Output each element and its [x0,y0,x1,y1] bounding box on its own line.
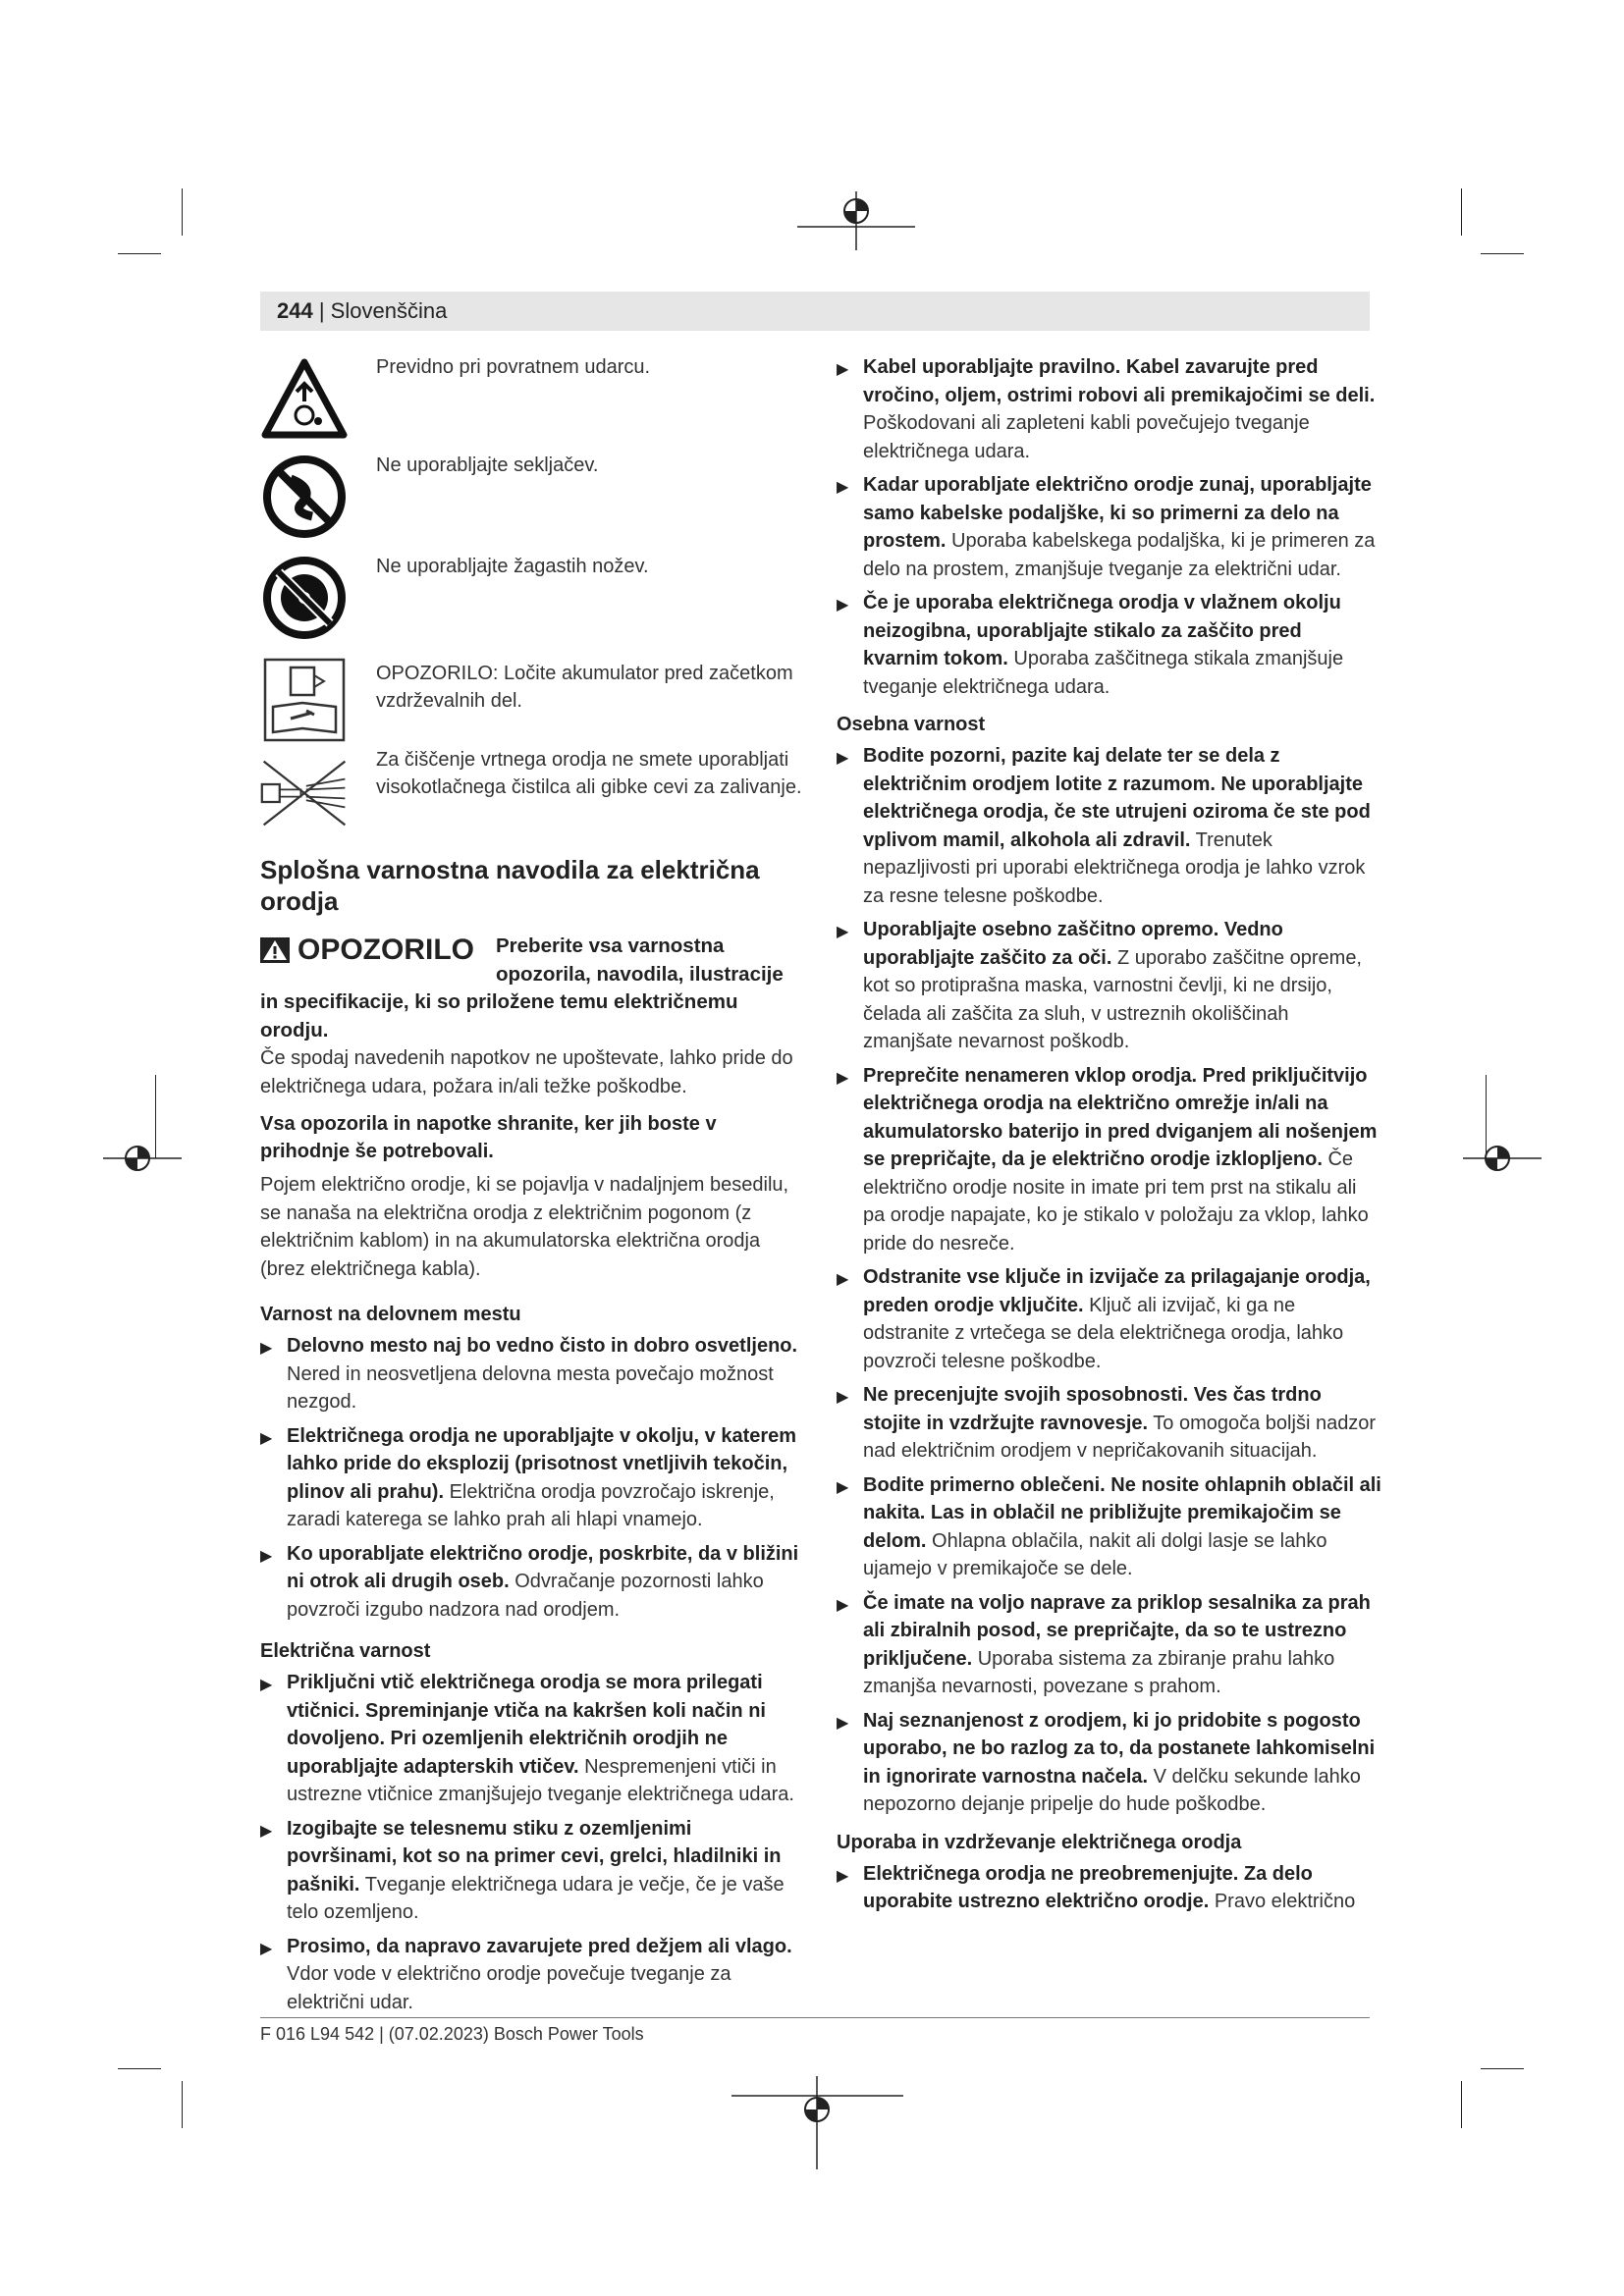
bullet-arrow-icon: ▶ [260,1677,273,1693]
registration-mark-icon [1463,1139,1542,1178]
crop-mark [118,253,161,254]
section-title: Uporaba in vzdrževanje električnega orodja [837,1831,1242,1853]
list-item: ▶ Naj seznanjenost z orodjem, ki jo pridobite s pogosto uporabo, ne bo razlog za to, da postanete lahkomiselni in ignorirate varnostna načela. V delčku sekunde lahko nepozorno dejanje pripelje do hude poškodbe. [837,1709,1376,1815]
list-item: ▶ Kadar uporabljate električno orodje zunaj, uporabljajte samo kabelske podaljške, ki so primerni za delo na prostem. Uporaba kabelskega podaljška, ki je primeren za delo na prostem, zmanjšuje tveganje za električni udar. [837,474,1376,580]
list-item: ▶ Bodite primerno oblečeni. Ne nosite ohlapnih oblačil ali nakita. Las in oblačil ne približujte premikajočim se delom. Ohlapna oblačila, nakit ali dolgi lasje se lahko ujamejo v premikajoče se dele. [837,1473,1381,1579]
list-item: ▶ Električnega orodja ne preobremenjujte. Za delo uporabite ustrezno električno orodje. Pravo električno [837,1862,1356,1912]
symbol-text: Previdno pri povratnem udarcu. [376,356,651,378]
symbol-text: OPOZORILO: Ločite akumulator pred začetkom vzdrževalnih del. [376,663,793,712]
bullet-arrow-icon: ▶ [837,750,849,767]
symbol-row [260,654,805,750]
warning-block [260,933,805,1100]
crop-mark [1461,188,1462,236]
bullet-arrow-icon: ▶ [837,597,849,614]
warning-label-text: OPOZORILO [298,934,474,966]
bullet-arrow-icon: ▶ [837,1867,849,1885]
symbol-row [260,750,805,840]
footer-text: F 016 L94 542 | (07.02.2023) Bosch Power Tools [260,2024,644,2044]
crop-mark [1481,253,1524,254]
bullet-arrow-icon: ▶ [260,1340,273,1357]
no-saw-blade-icon [260,553,349,643]
kickback-warning-icon [260,353,349,444]
crop-mark [1461,2081,1462,2128]
bullet-arrow-icon: ▶ [837,1596,849,1614]
list-item: ▶ Priključni vtič električnega orodja se mora prilegati vtičnici. Spreminjanje vtiča na kakršen koli način ni dovoljeno. Pri ozemljenih električnih orodjih ne uporabljajte adapterskih vtičev. Nespremenjeni vtiči in ustrezne vtičnice zmanjšujejo tveganje električnega udara. [260,1672,794,1805]
bullet-arrow-icon: ▶ [837,1714,849,1732]
crop-mark [182,188,183,236]
list-item: ▶ Izogibajte se telesnemu stiku z ozemljenimi površinami, kot so na primer cevi, grelci, hladilniki in pašniki. Tveganje električnega udara je večje, če je vaše telo ozemljeno. [260,1817,785,1923]
bullet-arrow-icon: ▶ [260,1547,273,1565]
bullet-arrow-icon: ▶ [837,479,849,496]
list-item: ▶ Delovno mesto naj bo vedno čisto in dobro osvetljeno. Nered in neosvetljena delovna mesta povečajo možnost nezgod. [260,1335,798,1413]
warning-bold-text: Preberite vsa varnostna opozorila, navodila, ilustracije in specifikacije, ki so priložene temu električnemu orodju. [260,934,784,1041]
list-item: ▶ Ko uporabljate električno orodje, poskrbite, da v bližini ni otrok ali drugih oseb. Odvračanje pozornosti lahko povzroči izgubo nadzora nad orodjem. [260,1542,799,1621]
list-item: ▶ Preprečite nenameren vklop orodja. Pred priključitvijo električnega orodja na električno omrežje in/ali na akumulatorsko baterijo in pred dviganjem ali nošenjem se prepričajte, da je električno orodje izklopljeno. Če električno orodje nosite in imate pri tem prst na stikalu ali pa orodje napajate, ko je stikalo v položaju za vklop, lahko pride do nesreče. [837,1064,1378,1255]
list-item: ▶ Kabel uporabljajte pravilno. Kabel zavarujte pred vročino, oljem, ostrimi robovi ali premikajočimi se deli. Poškodovani ali zapleteni kabli povečujejo tveganje električnega udara. [837,356,1376,462]
section-title: Splošna varnostna navodila za električna orodja [260,855,760,916]
footer-rule [260,2017,1370,2018]
keep-instructions: Vsa opozorila in napotke shranite, ker jih boste v prihodnje še potrebovali. [260,1113,717,1162]
page-header: 244 | Slovenščina [277,298,448,323]
no-shredder-blade-icon [260,452,349,542]
symbol-text: Ne uporabljajte žagastih nožev. [376,556,649,577]
list-item: ▶ Odstranite vse ključe in izvijače za prilagajanje orodja, preden orodje vključite. Ključ ali izvijač, ki ga ne odstranite z vrtečega se dela električnega orodja, lahko povzroči telesne poškodbe. [837,1266,1371,1372]
remove-battery-icon [260,654,349,748]
section-title: Električna varnost [260,1640,431,1662]
bullet-arrow-icon: ▶ [837,1389,849,1406]
registration-mark-icon [797,191,915,255]
bullet-arrow-icon: ▶ [837,924,849,940]
symbol-row [260,353,805,452]
list-item: ▶ Uporabljajte osebno zaščitno opremo. Vedno uporabljajte zaščito za oči. Z uporabo zaščitne opreme, kot so protiprašna maska, varnostni čevlji, ki ne drsijo, čelada ali zaščita za sluh, v ustreznih okoliščinah zmanjšate nevarnost poškodb. [837,919,1362,1052]
symbol-text: Ne uporabljajte sekljačev. [376,454,599,476]
registration-mark-icon [103,1139,182,1178]
bullet-arrow-icon: ▶ [837,1271,849,1288]
crop-mark [118,2068,161,2069]
crop-mark [1481,2068,1524,2069]
symbol-text: Za čiščenje vrtnega orodja ne smete uporabljati visokotlačnega čistilca ali gibke cevi za zalivanje. [376,749,802,798]
section-title: Varnost na delovnem mestu [260,1304,521,1325]
list-item: ▶ Električnega orodja ne uporabljajte v okolju, v katerem lahko pride do eksplozij (prisotnost vnetljivih tekočin, plinov ali prahu). Električna orodja povzročajo iskrenje, zaradi katerega se lahko prah ali hlapi vnamejo. [260,1424,797,1530]
no-pressure-washer-icon [260,750,349,836]
symbol-row [260,452,805,553]
crop-mark [182,2081,183,2128]
warning-label [260,936,474,965]
list-item: ▶ Ne precenjujte svojih sposobnosti. Ves čas trdno stojite in vzdržujte ravnovesje. To omogoča boljši nadzor nad električnim orodjem v nepričakovanih situacijah. [837,1384,1377,1462]
page-number: 244 [277,298,313,323]
term-paragraph: Pojem električno orodje, ki se pojavlja v nadaljnjem besedilu, se nanaša na električna orodja z električnim pogonom (z električnim kablom) in na akumulatorska električna orodja (brez električnega kabla). [260,1174,789,1280]
bullet-arrow-icon: ▶ [260,1940,273,1957]
registration-mark-icon [731,2076,903,2169]
warning-triangle-icon [260,937,290,963]
list-item: ▶ Bodite pozorni, pazite kaj delate ter se dela z električnim orodjem lotite z razumom. Ne uporabljajte električnega orodja, če ste utrujeni oziroma če ste pod vplivom mamil, alkohola ali zdravil. Trenutek nepazljivosti pri uporabi električnega orodja je lahko vzrok za resne telesne poškodbe. [837,745,1371,907]
list-item: ▶ Prosimo, da napravo zavarujete pred dežjem ali vlago. Vdor vode v električno orodje povečuje tveganje za električni udar. [260,1935,792,2013]
left-column [260,353,805,2022]
list-item: ▶ Če imate na voljo naprave za priklop sesalnika za prah ali zbiralnih posod, se prepričajte, da so te ustrezno priključene. Uporaba sistema za zbiranje prahu lahko zmanjša nevarnosti, povezane s prahom. [837,1591,1371,1697]
right-column [837,353,1381,1922]
bullet-arrow-icon: ▶ [837,1069,849,1087]
bullet-arrow-icon: ▶ [837,1478,849,1496]
bullet-arrow-icon: ▶ [260,1822,273,1840]
section-title: Osebna varnost [837,714,986,735]
list-item: ▶ Če je uporaba električnega orodja v vlažnem okolju neizogibna, uporabljajte stikalo za zaščito pred kvarnim tokom. Uporaba zaščitnega stikala zmanjšuje tveganje električnega udara. [837,592,1344,698]
symbol-row [260,553,805,654]
language-label: Slovenščina [330,298,448,323]
bullet-arrow-icon: ▶ [837,361,849,378]
bullet-arrow-icon: ▶ [260,1429,273,1447]
warning-text: Če spodaj navedenih napotkov ne upoštevate, lahko pride do električnega udara, požara in/ali težke poškodbe. [260,1047,793,1097]
